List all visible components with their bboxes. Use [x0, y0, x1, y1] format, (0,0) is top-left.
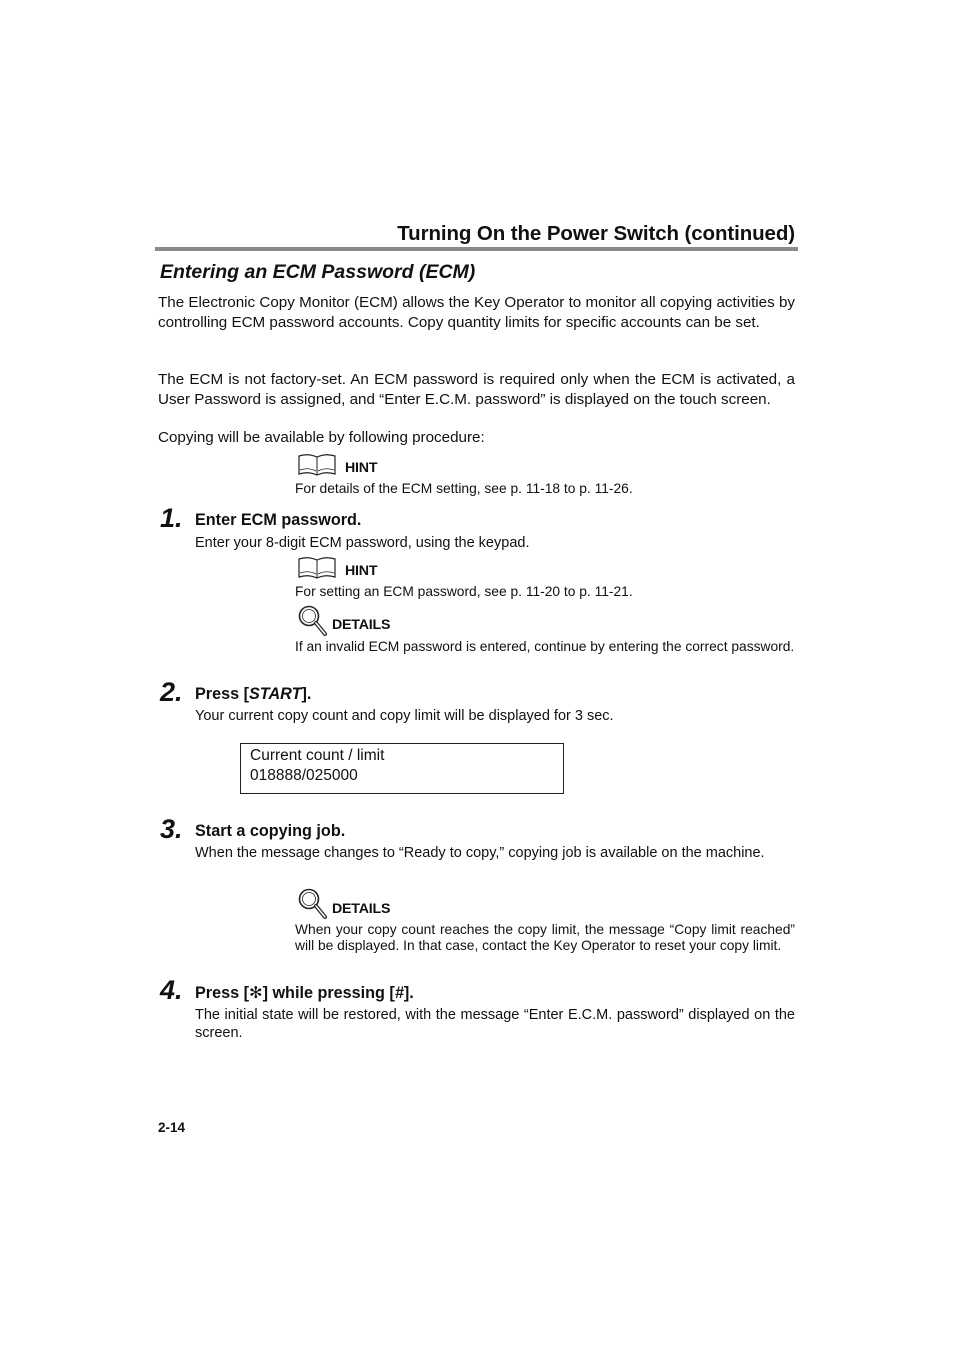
- step-1-title: Enter ECM password.: [195, 511, 362, 529]
- hash-key: #: [394, 984, 404, 1002]
- step-number-2: 2.: [160, 677, 183, 707]
- magnifier-icon: [297, 887, 329, 926]
- header-rule: [155, 247, 798, 251]
- section-title: Entering an ECM Password (ECM): [160, 261, 476, 283]
- hint-label: HINT: [345, 460, 378, 476]
- hint-label: HINT: [345, 563, 378, 579]
- hint-text: For details of the ECM setting, see p. 11-18 to p. 11-26.: [295, 481, 633, 496]
- step-number-3: 3.: [160, 814, 183, 844]
- count-display-panel: [240, 743, 564, 794]
- step-1-text: Enter your 8-digit ECM password, using the keypad.: [195, 535, 530, 551]
- display-line-1: Current count / limit: [250, 747, 385, 764]
- details-text: If an invalid ECM password is entered, continue by entering the correct password.: [295, 639, 795, 654]
- book-icon: [297, 453, 337, 482]
- step-4-title: Press [✻] while pressing [#].: [195, 984, 414, 1002]
- intro-paragraph-3: Copying will be available by following procedure:: [158, 429, 485, 446]
- page-number: 2-14: [158, 1120, 186, 1135]
- start-key: START: [249, 685, 302, 703]
- magnifier-icon: [297, 604, 329, 643]
- details-label: DETAILS: [332, 901, 391, 917]
- step-number-1: 1.: [160, 503, 183, 533]
- display-line-2: 018888/025000: [250, 767, 358, 784]
- step-2-title: Press [START].: [195, 685, 312, 703]
- intro-paragraph-1: The Electronic Copy Monitor (ECM) allows the Key Operator to monitor all copying activities by controlling ECM password accounts. Copy quantity limits for specific accounts can be set.: [158, 294, 795, 331]
- book-icon: [297, 556, 337, 585]
- step-3-title: Start a copying job.: [195, 822, 346, 840]
- step-number-4: 4.: [160, 975, 183, 1005]
- asterisk-key: ✻: [249, 984, 263, 1002]
- details-label: DETAILS: [332, 617, 391, 633]
- step-4-text: The initial state will be restored, with the message “Enter E.C.M. password” displayed on the screen.: [195, 1007, 795, 1041]
- details-text: When your copy count reaches the copy limit, the message “Copy limit reached” will be displayed. In that case, contact the Key Operator to reset your copy limit.: [295, 922, 795, 953]
- step-3-text: When the message changes to “Ready to copy,” copying job is available on the machine.: [195, 845, 765, 861]
- page-header-title: Turning On the Power Switch (continued): [397, 222, 795, 245]
- step-2-text: Your current copy count and copy limit will be displayed for 3 sec.: [195, 708, 614, 724]
- intro-paragraph-2: The ECM is not factory-set. An ECM password is required only when the ECM is activated, a User Password is assigned, and “Enter E.C.M. password” is displayed on the touch screen.: [158, 371, 795, 408]
- hint-text: For setting an ECM password, see p. 11-20 to p. 11-21.: [295, 584, 633, 599]
